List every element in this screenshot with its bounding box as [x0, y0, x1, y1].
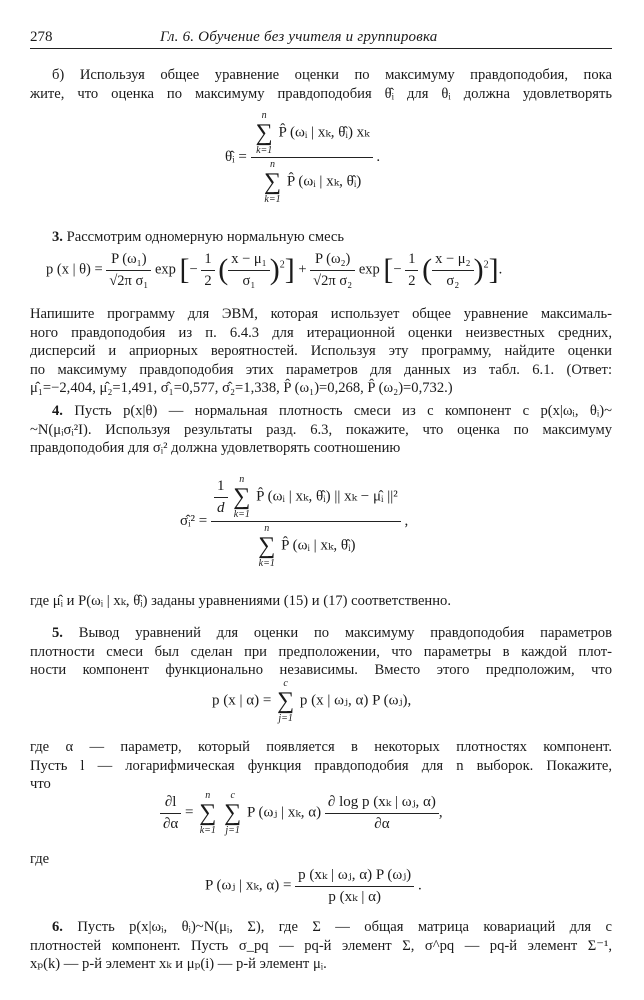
- sum-symbol: n ∑ k=1: [255, 110, 273, 156]
- text-line: где α — параметр, который появляется в некоторых плотностях компонент.: [30, 739, 612, 755]
- item-text: Рассмотрим одномерную нормальную смесь: [66, 229, 345, 245]
- text-line: ности компонент функционально независимы. Вместо этого предположим, что: [30, 662, 612, 678]
- item5-where: где: [30, 851, 50, 867]
- text-line: плотностей компонент. Пусть σ_pq — pq-й элемент Σ, σ^pq — pq-й элемент Σ⁻¹,: [30, 937, 612, 954]
- eq-fraction: [251, 110, 373, 205]
- item-number: 3.: [52, 229, 63, 245]
- eq-fraction: $\frac{1}{d}$ n ∑ k=1 P̂ (ωᵢ | xₖ, θ̂ᵢ) || xₖ − μ̂ᵢ ||² n ∑ k=1 P̂ (ωᵢ | xₖ, θ̂ᵢ): [211, 474, 401, 569]
- text-line: б) Используя общее уравнение оценки по максимуму правдоподобия, пока: [52, 67, 612, 83]
- equation-theta-hat: θ̂ᵢ = n ∑ k=1 P̂ (ωᵢ | xₖ, θ̂ᵢ) xₖ n ∑ k=1 P̂ (ωᵢ | xₖ, θ̂ᵢ) .: [225, 110, 381, 205]
- text-line: ного правдоподобия из п. 6.4.3 для итерационной оценки неизвестных средних,: [30, 324, 612, 341]
- text-line: правдоподобия для σᵢ² должна удовлетворять соотношению: [30, 440, 401, 456]
- item4-body: [30, 402, 612, 458]
- eq-lhs: θ̂ᵢ =: [225, 148, 247, 165]
- eq-numerator: P̂ (ωᵢ | xₖ, θ̂ᵢ) xₖ: [278, 124, 370, 141]
- text-line: Пусть l — логарифмическая функция правдоподобия для n выборок. Покажите,: [30, 757, 612, 774]
- text-line: что: [30, 776, 51, 792]
- sum-symbol: n ∑ k=1: [263, 159, 282, 205]
- text-line: дисперсий и априорных вероятностей. Используя эту программу, найдите оценки: [30, 343, 612, 359]
- text-line: 5. Вывод уравнений для оценки по максимуму правдоподобия параметров: [52, 625, 612, 641]
- text-line: Напишите программу для ЭВМ, которая использует общее уравнение максималь-: [30, 306, 612, 322]
- equation-log-likelihood-derivative: $\frac{\partial l}{\partial\alpha}$ = n ∑ k=1 c ∑ j=1 P (ωⱼ | xₖ, α) $\frac{\text{∂ log p (xₖ | ωⱼ, α)}}{\partial\alpha}$ ,: [160, 790, 443, 836]
- equation-normal-mixture: p (x | θ) = $\frac{\text{P (ω₁)}}{\text{√2π σ₁}}$ exp [− $\frac{1}{2}$ ( $\frac{\text{x − μ₁}}{\text{σ₁}}$ )$^2$] + $\frac{\text{P (ω₂)}}{\text{√2π σ₂}}$ exp [− $\frac{1}{2}$ ( $\frac{\text{x − μ₂}}{\text{σ₂}}$ )$^2$].: [46, 251, 503, 289]
- item5-body: [30, 624, 612, 680]
- text-line: 6. Пусть p(x|ωᵢ, θᵢ)~N(μᵢ, Σ), где Σ — общая матрица ковариаций для c: [52, 919, 612, 935]
- text-line: 4. Пусть p(x|θ) — нормальная плотность смеси из c компонент с p(x|ωᵢ, θᵢ)~: [52, 403, 613, 419]
- text-line: плотности смеси был сделан при предположении, что параметры в каждой плот-: [30, 643, 612, 660]
- text-line: xₚ(k) — p-й элемент xₖ и μₚ(i) — p-й элемент μᵢ.: [30, 956, 327, 972]
- text-line: ~N(μᵢσᵢ²I). Используя результаты разд. 6.3, покажите, что оценка по максимуму: [30, 421, 612, 438]
- text-line: по максимуму правдоподобия этих параметров для данных из табл. 6.1. (Ответ:: [30, 361, 612, 378]
- running-head-title: Гл. 6. Обучение без учителя и группировка: [160, 29, 438, 45]
- text-line: жите, что оценка по максимуму правдоподобия θ̂ᵢ для θᵢ должна удовлетворять: [30, 85, 612, 102]
- equation-mixture-alpha: p (x | α) = c ∑ j=1 p (x | ωⱼ, α) P (ωⱼ),: [212, 678, 412, 724]
- eq-denominator: P̂ (ωᵢ | xₖ, θ̂ᵢ): [286, 173, 362, 190]
- item3-intro: [52, 228, 612, 247]
- section-b-text: [30, 66, 612, 103]
- equation-posterior: P (ωⱼ | xₖ, α) = $\frac{\text{p (xₖ | ωⱼ, α) P (ωⱼ)}}{\text{p (xₖ | α)}}$ .: [205, 867, 422, 905]
- equation-sigma-hat: σ̂ᵢ² = $\frac{1}{d}$ n ∑ k=1 P̂ (ωᵢ | xₖ, θ̂ᵢ) || xₖ − μ̂ᵢ ||² n ∑ k=1 P̂ (ωᵢ | xₖ, θ̂ᵢ) ,: [180, 474, 409, 569]
- item6-body: [30, 918, 612, 974]
- item5-body-2: [30, 738, 612, 794]
- header-rule: [30, 48, 612, 49]
- item4-after: где μ̂ᵢ и P(ωᵢ | xₖ, θ̂ᵢ) заданы уравнениями (15) и (17) соответственно.: [30, 593, 451, 609]
- page-number: 278: [30, 29, 53, 45]
- item3-body: [30, 305, 612, 398]
- text-line: μ̂₁=−2,404, μ̂₂=1,491, σ̂₁=0,577, σ̂₂=1,338, P̂ (ω₁)=0,268, P̂ (ω₂)=0,732.): [30, 380, 453, 396]
